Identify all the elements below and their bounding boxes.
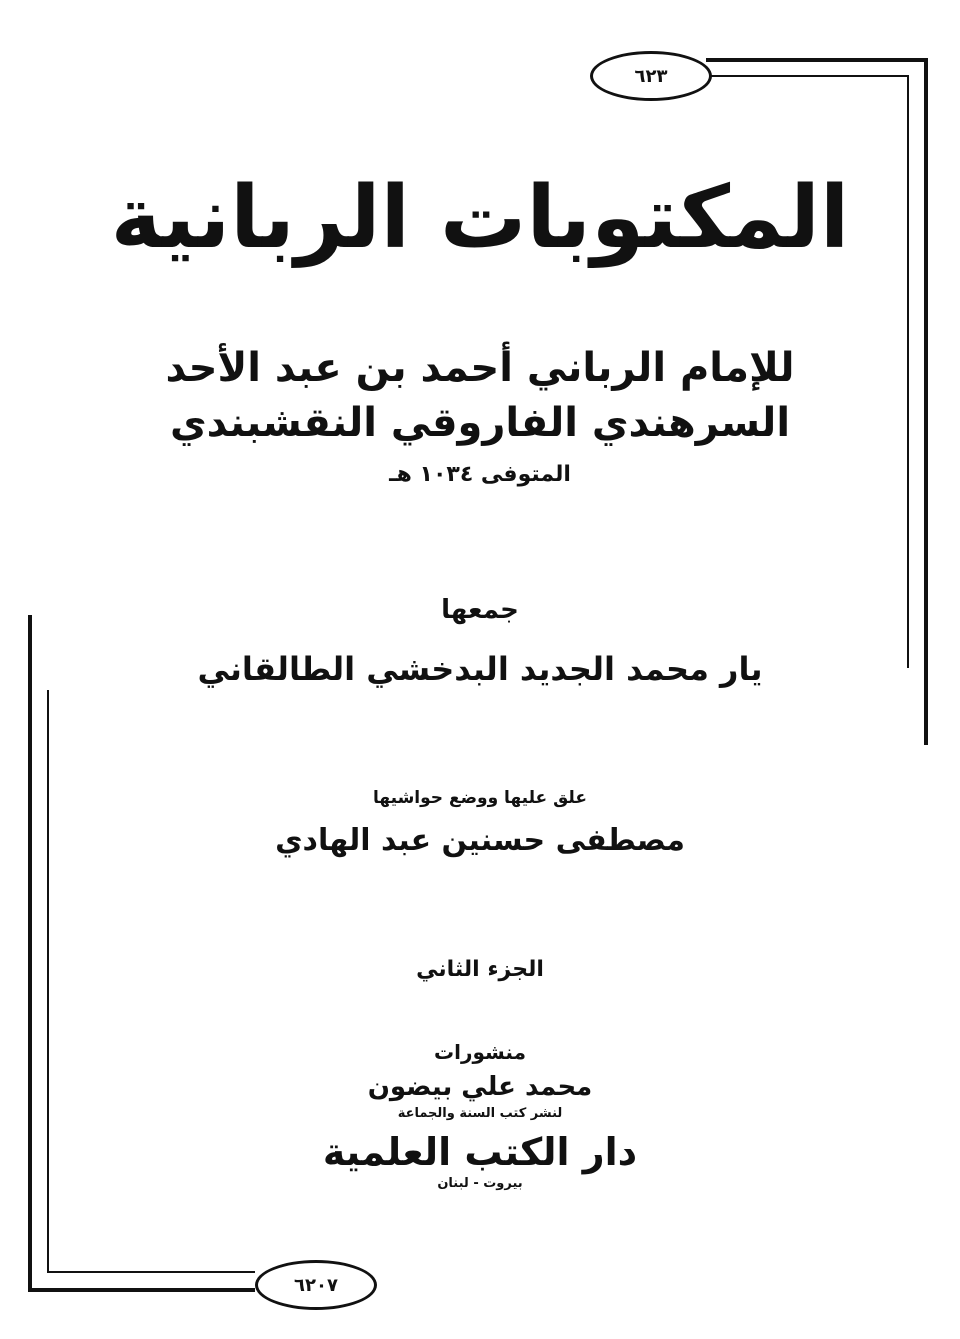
annotator-label: علق عليها ووضع حواشيها <box>373 788 587 808</box>
volume-label: الجزء الثاني <box>416 957 544 982</box>
compiler-name: يار محمد الجديد البدخشي الطالقاني <box>197 650 763 688</box>
death-date: المتوفى ١٠٣٤ هـ <box>389 462 571 487</box>
author-line-2: السرهندي الفاروقي النقشبندي <box>169 400 791 446</box>
publisher-city: بيروت - لبنان <box>437 1176 523 1191</box>
annotator-name: مصطفى حسنين عبد الهادي <box>275 823 685 858</box>
publishing-house: دار الكتب العلمية <box>322 1130 638 1174</box>
page-number-top: ٦٢٣ <box>590 51 712 101</box>
publisher-tagline: لنشر كتب السنة والجماعة <box>397 1106 563 1121</box>
publications-label: منشورات <box>434 1040 526 1064</box>
book-title: المكتوبات الربانية <box>110 168 850 268</box>
page-number-bottom: ٦٢٠٧ <box>255 1260 377 1310</box>
author-line-1: للإمام الرباني أحمد بن عبد الأحد <box>165 345 795 391</box>
compiled-by-label: جمعها <box>441 595 519 625</box>
publisher-name: محمد علي بيضون <box>367 1072 593 1102</box>
